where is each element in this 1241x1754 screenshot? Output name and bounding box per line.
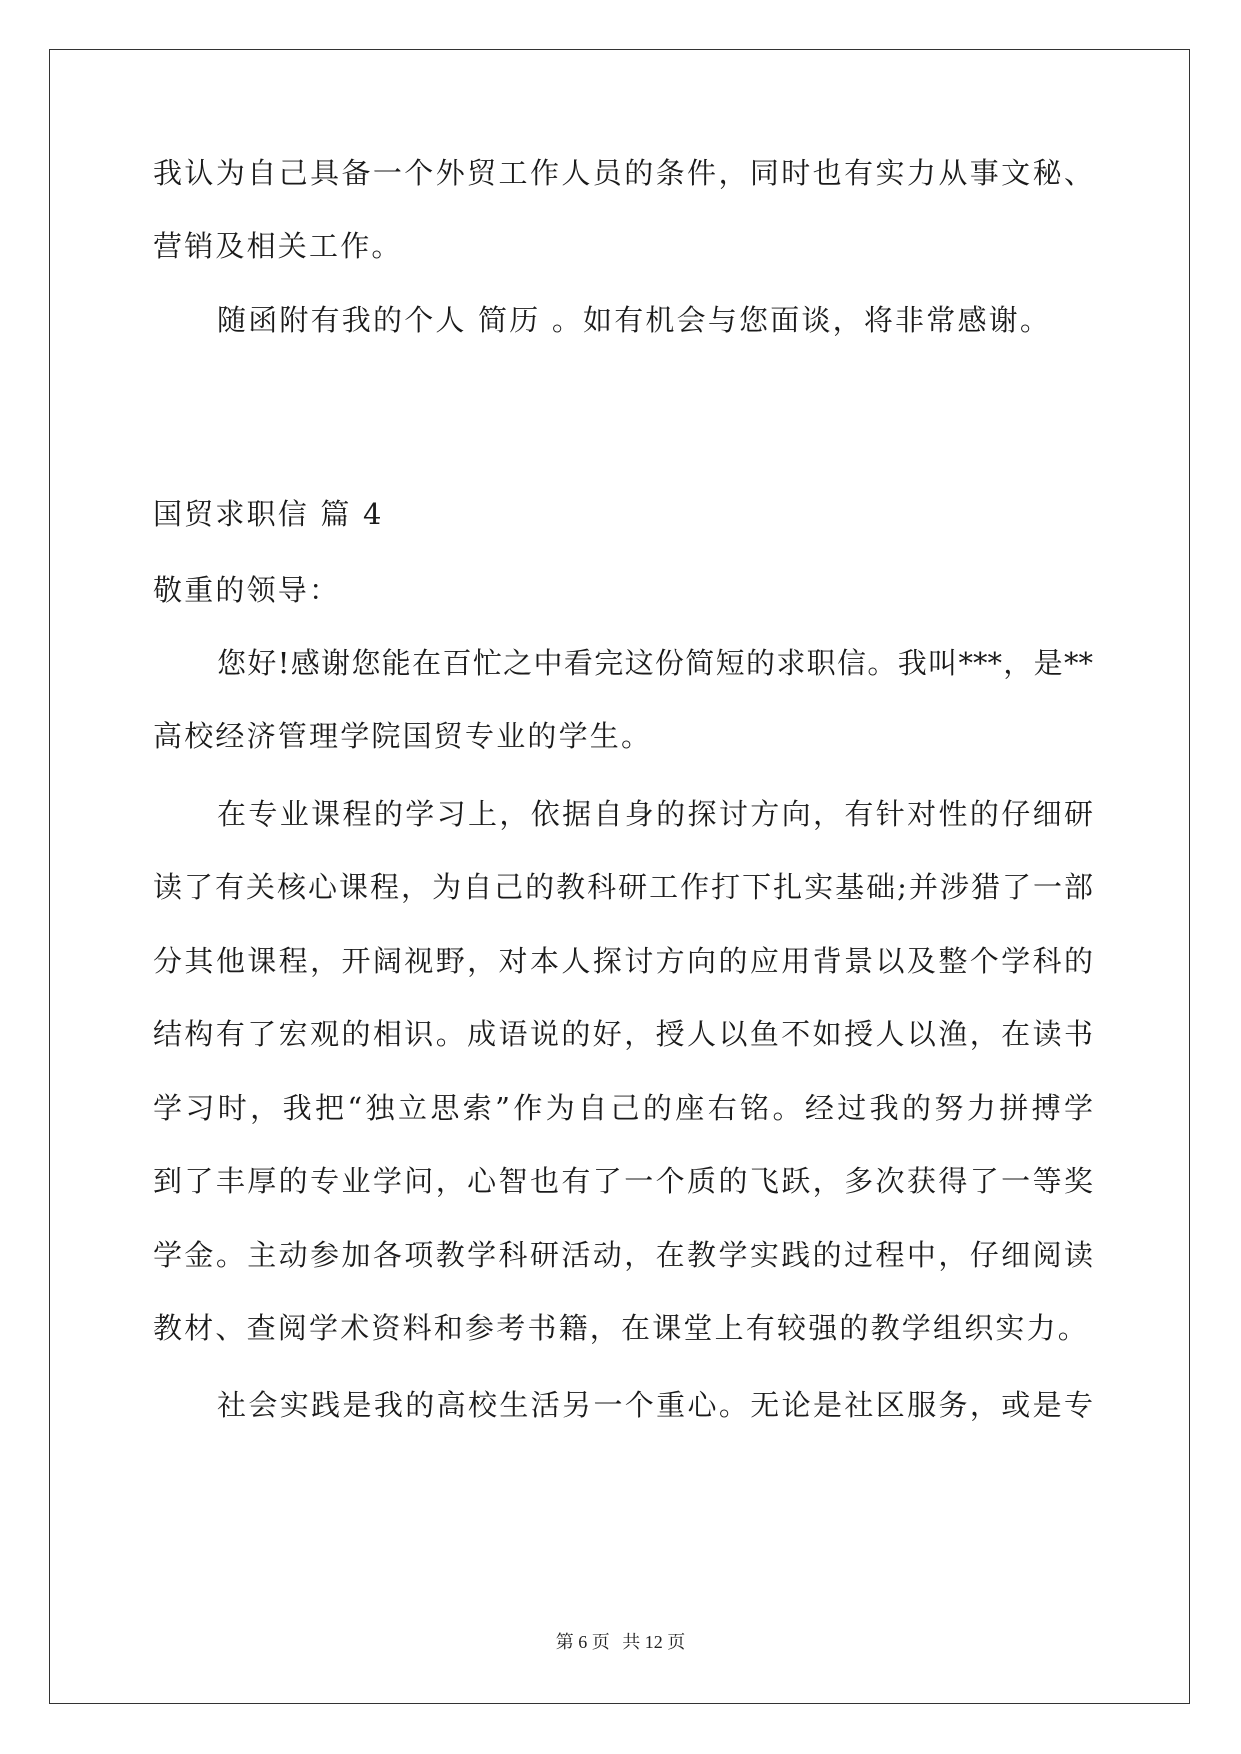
paragraph-line: 学习时，我把“独立思索”作为自己的座右铭。经过我的努力拼搏学 — [153, 1091, 1093, 1125]
paragraph-line: 分其他课程，开阔视野，对本人探讨方向的应用背景以及整个学科的 — [153, 944, 1093, 978]
paragraph-line: 到了丰厚的专业学问，心智也有了一个质的飞跃，多次获得了一等奖 — [153, 1164, 1093, 1198]
paragraph-line: 高校经济管理学院国贸专业的学生。 — [153, 719, 653, 753]
page-footer — [0, 1630, 1241, 1654]
paragraph-line: 教材、查阅学术资料和参考书籍，在课堂上有较强的教学组织实力。 — [153, 1311, 1090, 1345]
salutation: 敬重的领导： — [153, 573, 341, 607]
page-total: 共 12 页 — [622, 1632, 686, 1652]
paragraph-line: 社会实践是我的高校生活另一个重心。无论是社区服务，或是专 — [217, 1388, 1093, 1422]
paragraph-line: 随函附有我的个人 简历 。如有机会与您面谈，将非常感谢。 — [217, 303, 1052, 337]
page-number: 第 6 页 — [555, 1632, 610, 1652]
paragraph-line: 我认为自己具备一个外贸工作人员的条件，同时也有实力从事文秘、 — [153, 156, 1093, 190]
paragraph-line: 在专业课程的学习上，依据自身的探讨方向，有针对性的仔细研 — [217, 797, 1093, 831]
paragraph-line: 结构有了宏观的相识。成语说的好，授人以鱼不如授人以渔，在读书 — [153, 1017, 1093, 1051]
paragraph-line: 读了有关核心课程，为自己的教科研工作打下扎实基础;并涉猎了一部 — [153, 870, 1093, 904]
paragraph-line: 营销及相关工作。 — [153, 229, 403, 263]
section-heading: 国贸求职信 篇 4 — [153, 497, 384, 531]
paragraph-line: 学金。主动参加各项教学科研活动，在教学实践的过程中，仔细阅读 — [153, 1238, 1093, 1272]
paragraph-line: 您好!感谢您能在百忙之中看完这份简短的求职信。我叫***，是** — [217, 646, 1093, 680]
